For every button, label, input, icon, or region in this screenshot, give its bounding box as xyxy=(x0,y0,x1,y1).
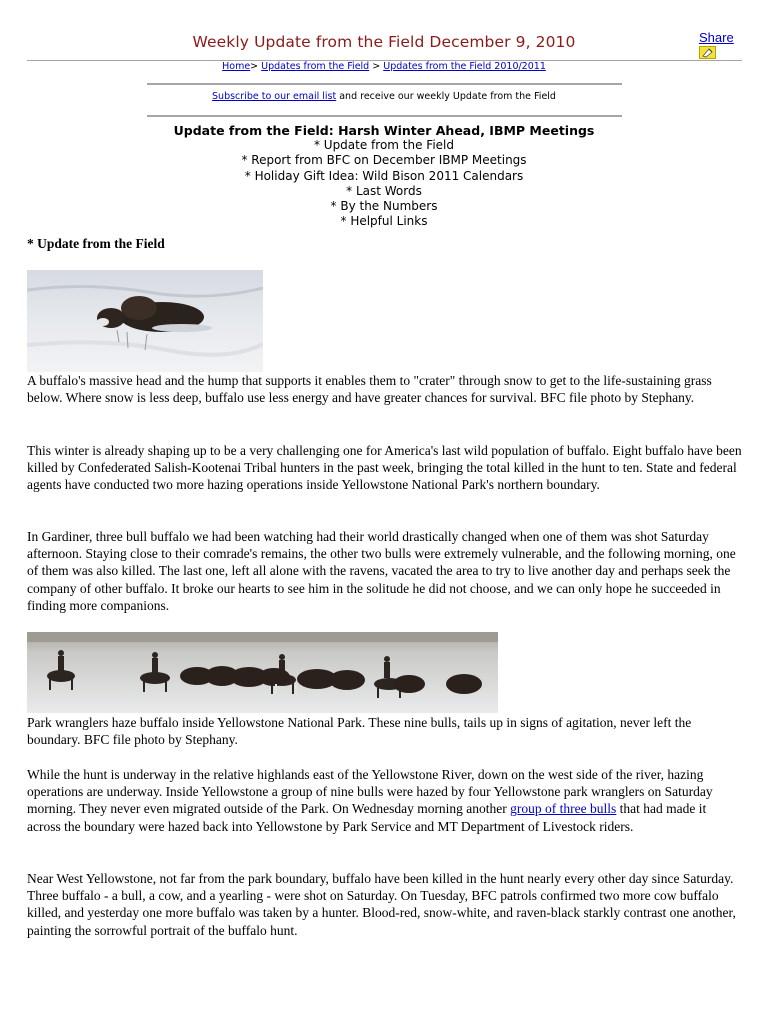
toc-item: * Holiday Gift Idea: Wild Bison 2011 Calendars xyxy=(244,168,524,183)
paragraph: This winter is already shaping up to be a very challenging one for America's last wild population of buffalo. Eight buffalo have been killed by Confederated Salish-Kootenai Tribal hunters in the past week, bringing the total killed in the hunt to ten. State and federal agents have conducted two more hazing operations inside Yellowstone National Park's northern boundary. xyxy=(27,443,742,493)
subscribe-line xyxy=(0,91,768,102)
page-title: Weekly Update from the Field December 9, 2010 xyxy=(192,33,576,51)
paragraph: Near West Yellowstone, not far from the park boundary, buffalo have been killed in the hunt nearly every other day since Saturday. Three buffalo - a bull, a cow, and a yearling - were shot on Saturday. On Tuesday, BFC patrols confirmed two more cow buffalo killed, and yesterday one more buffalo was taken by a hunter. Blood-red, snow-white, and raven-black starkly contrast one another, painting the sorrowful portrait of the buffalo hunt. xyxy=(27,871,736,938)
bison-in-snow-photo xyxy=(27,270,263,372)
toc-item: * Helpful Links xyxy=(340,214,428,229)
subscribe-text: and receive our weekly Update from the Field xyxy=(336,91,556,102)
paragraph: In Gardiner, three bull buffalo we had been watching had their world drastically changed when one of them was shot Saturday afternoon. Staying close to their comrade's remains, the other two bulls were extremely vulnerable, and the following morning, one of them was also killed. The last one, left all alone with the ravens, vacated the area to try to live another day and perhaps seek the company of other buffalo. It broke our hearts to see him in the solitude he did not choose, and we can only hope he succeeded in finding more companions. xyxy=(27,529,736,613)
toc-item: * Report from BFC on December IBMP Meetings xyxy=(241,153,527,168)
paragraph xyxy=(27,766,742,835)
share-link[interactable]: Share xyxy=(699,30,734,45)
toc-title: Update from the Field: Harsh Winter Ahead, IBMP Meetings xyxy=(173,123,595,138)
photo-caption: Park wranglers haze buffalo inside Yellowstone National Park. These nine bulls, tails up in signs of agitation, never left the boundary. BFC file photo by Stephany. xyxy=(27,715,692,748)
subscribe-link[interactable]: Subscribe to our email list xyxy=(212,91,337,102)
breadcrumb xyxy=(0,61,768,72)
paragraph-text: While the hunt is underway in the relative highlands east of the Yellowstone River, down on the west side of the river, hazing operations are underway. Inside Yellowstone a group of nine bulls were hazed by four Yellowstone park wranglers on Saturday morning. They never even migrated outside of the Park. On Wednesday morning another xyxy=(27,767,713,817)
toc-item: * By the Numbers xyxy=(330,199,438,214)
breadcrumb-updates-link[interactable]: Updates from the Field xyxy=(261,61,370,72)
breadcrumb-separator: > xyxy=(250,61,259,72)
paragraph-text: that had made it across the boundary were hazed back into Yellowstone by Park Service and MT Department of Livestock riders. xyxy=(27,801,707,834)
group-of-three-bulls-link[interactable]: group of three bulls xyxy=(510,801,617,817)
divider xyxy=(147,115,622,117)
toc-item: * Update from the Field xyxy=(313,138,455,153)
breadcrumb-home-link[interactable]: Home xyxy=(222,61,251,72)
breadcrumb-updates-year-link[interactable]: Updates from the Field 2010/2011 xyxy=(383,61,546,72)
breadcrumb-separator: > xyxy=(372,61,381,72)
wranglers-hazing-bison-photo xyxy=(27,632,498,713)
divider xyxy=(147,83,622,85)
table-of-contents xyxy=(0,123,768,229)
section-heading: * Update from the Field xyxy=(27,236,165,251)
toc-item: * Last Words xyxy=(346,183,422,198)
photo-caption: A buffalo's massive head and the hump that supports it enables them to "crater" through snow to get to the life-sustaining grass below. Where snow is less deep, buffalo use less energy and have greater chances for survival. BFC file photo by Stephany. xyxy=(27,373,712,406)
